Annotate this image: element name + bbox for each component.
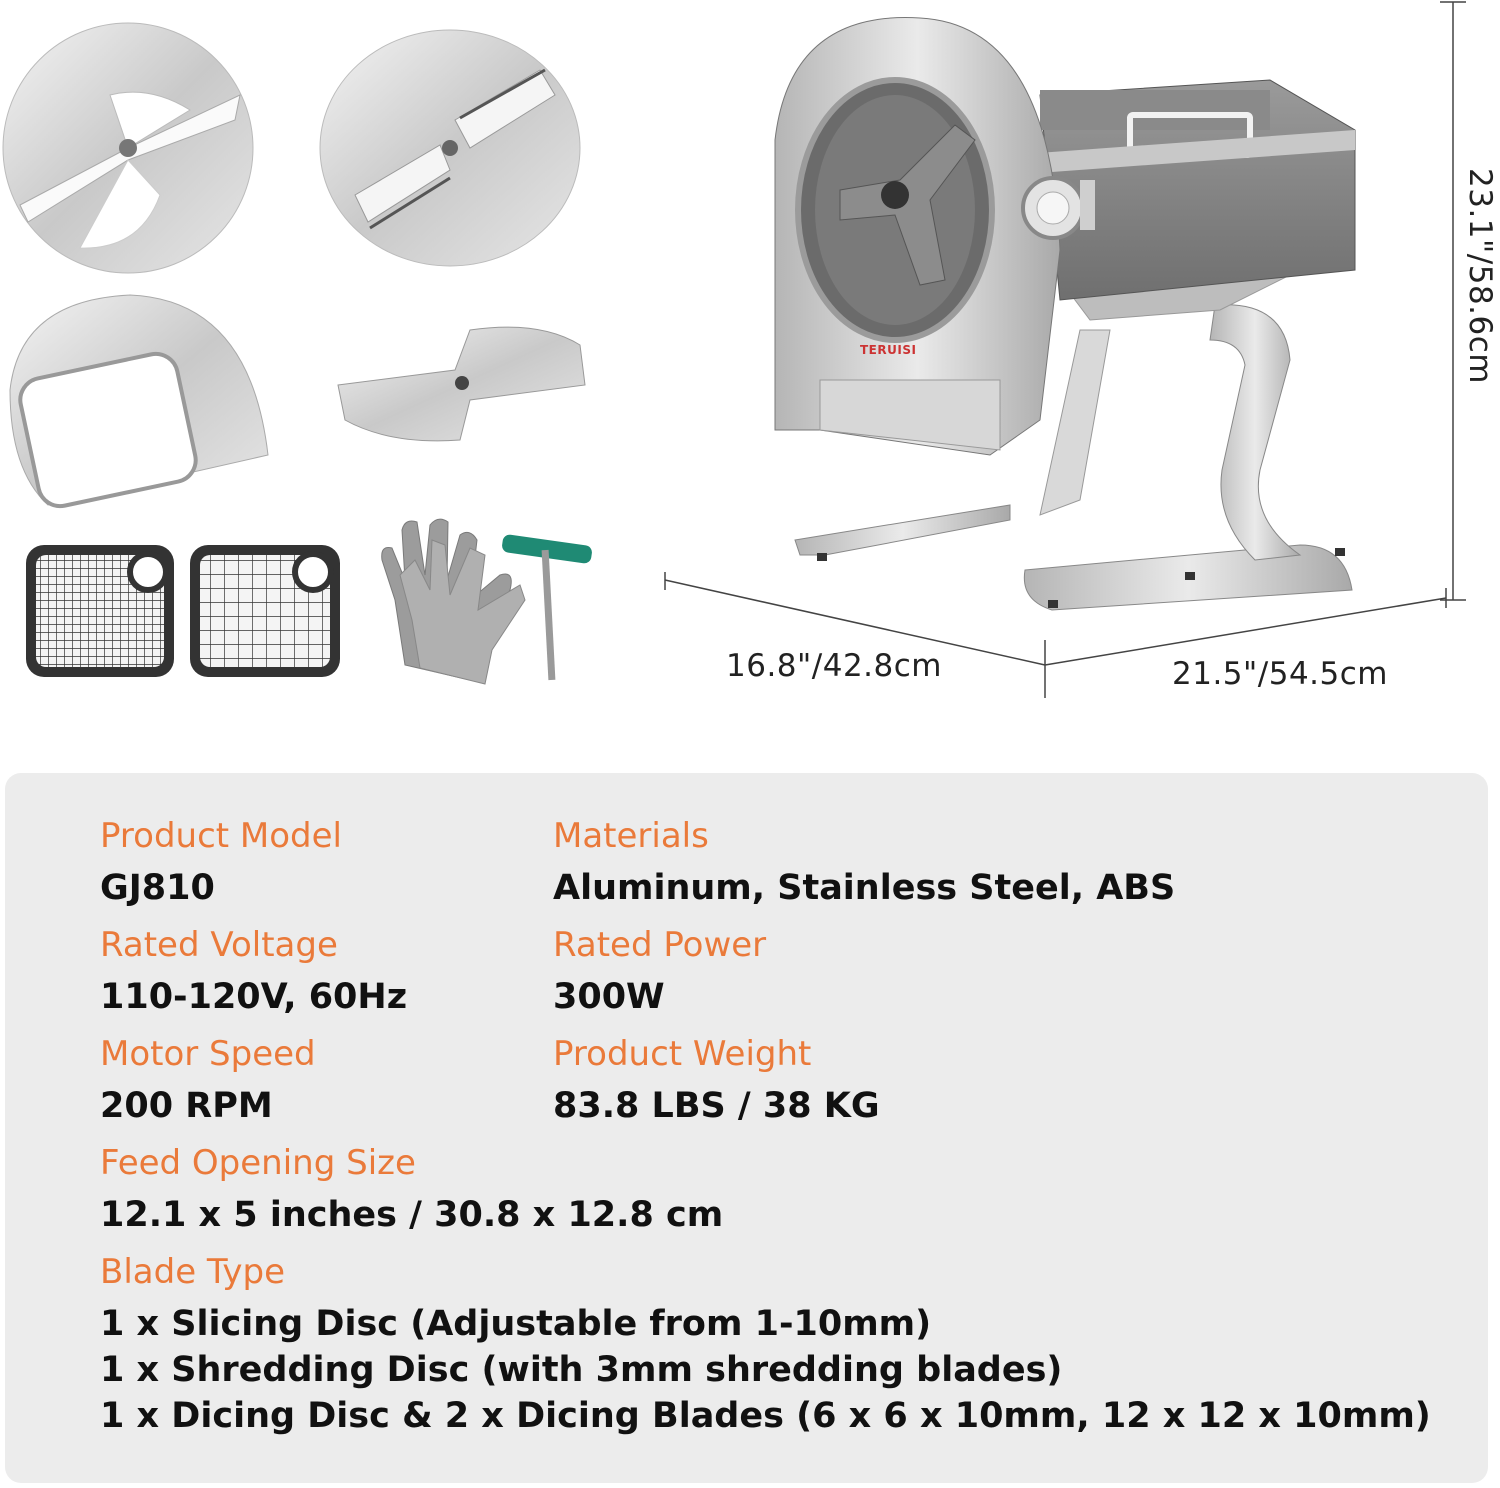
spec-label: Product Model [100, 816, 342, 856]
spec-materials [553, 816, 1175, 911]
spec-value: 12.1 x 5 inches / 30.8 x 12.8 cm [100, 1195, 724, 1235]
spec-label: Feed Opening Size [100, 1143, 416, 1183]
spec-value: 110-120V, 60Hz [100, 977, 408, 1017]
spec-panel [5, 773, 1488, 1483]
slicing-blade-icon [338, 327, 585, 441]
spec-label: Motor Speed [100, 1034, 316, 1074]
dicing-blade-6mm-icon [26, 545, 174, 677]
blade-line: 1 x Dicing Disc & 2 x Dicing Blades (6 x 6 x 10mm, 12 x 12 x 10mm) [100, 1396, 1431, 1436]
spec-product-weight [553, 1034, 880, 1129]
spec-label: Rated Power [553, 925, 767, 965]
spec-value: GJ810 [100, 868, 215, 908]
width-dimension-label: 16.8"/42.8cm [726, 648, 942, 684]
blade-line: 1 x Slicing Disc (Adjustable from 1-10mm) [100, 1304, 932, 1344]
slicing-disc-icon [3, 23, 253, 273]
spec-label: Blade Type [100, 1252, 286, 1292]
blade-line: 1 x Shredding Disc (with 3mm shredding blades) [100, 1350, 1063, 1390]
spec-product-model [100, 816, 342, 911]
spec-label: Product Weight [553, 1034, 812, 1074]
dicing-blade-12mm-icon [190, 545, 340, 677]
dicing-disc-icon [10, 295, 268, 510]
spec-value: Aluminum, Stainless Steel, ABS [553, 868, 1176, 908]
spec-value: 83.8 LBS / 38 KG [553, 1086, 880, 1126]
spec-value: 200 RPM [100, 1086, 273, 1126]
spec-blade-type [100, 1252, 1431, 1439]
spec-label: Rated Voltage [100, 925, 338, 965]
shredding-disc-icon [320, 30, 580, 266]
spec-value: 300W [553, 977, 665, 1017]
spec-rated-power [553, 925, 766, 1020]
spec-rated-voltage [100, 925, 407, 1020]
brand-logo: TERUISI [860, 343, 917, 357]
food-processor-machine [775, 18, 1355, 610]
spec-feed-opening-size [100, 1143, 723, 1238]
height-dimension-label: 23.1"/58.6cm [1462, 168, 1498, 384]
depth-dimension-label: 21.5"/54.5cm [1172, 656, 1388, 692]
spec-label: Materials [553, 816, 709, 856]
spec-motor-speed [100, 1034, 316, 1129]
